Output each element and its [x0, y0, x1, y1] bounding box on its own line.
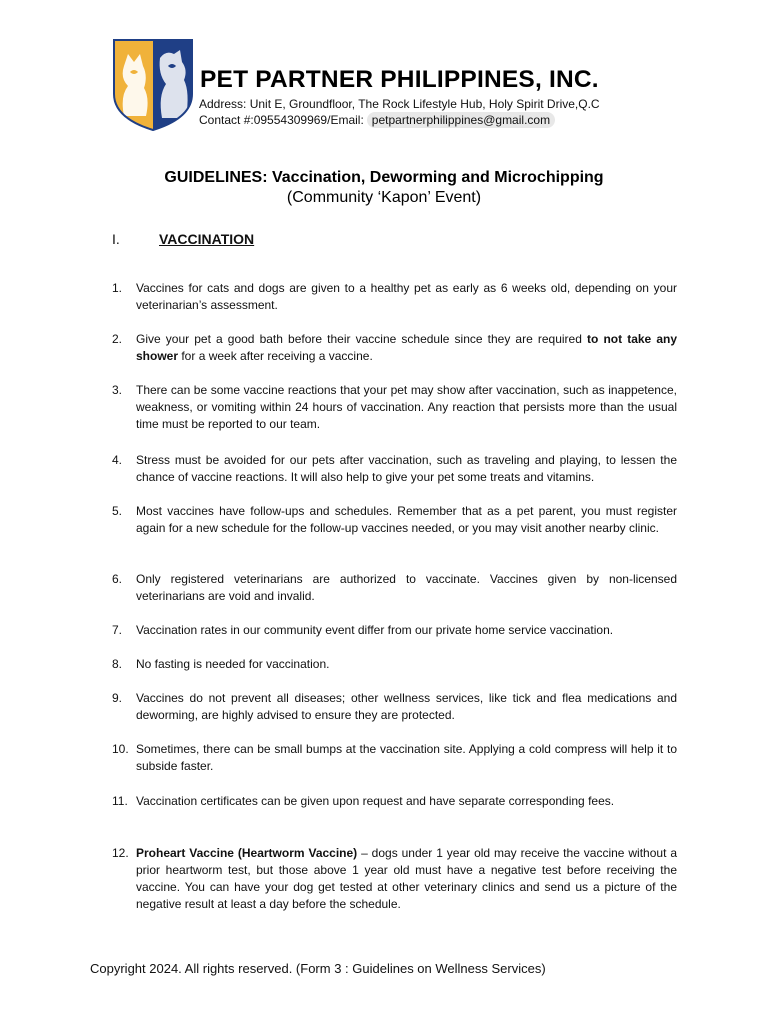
list-item: [112, 280, 677, 314]
list-text: Only registered veterinarians are authorized to vaccinate. Vaccines given by non-licensed veterinarians are void and invalid.: [136, 572, 677, 603]
list-item: [112, 622, 677, 639]
list-number: 7.: [112, 623, 123, 637]
contact-prefix: Contact #:09554309969/Email:: [199, 113, 364, 127]
copyright-footer: Copyright 2024. All rights reserved. (Form 3 : Guidelines on Wellness Services): [90, 961, 546, 976]
list-item: [112, 845, 677, 913]
list-number: 5.: [112, 504, 123, 518]
list-number: 1.: [112, 281, 123, 295]
email-chip[interactable]: petpartnerphilippines@gmail.com: [367, 112, 555, 128]
list-item: [112, 331, 677, 365]
list-number: 8.: [112, 657, 123, 671]
company-logo: [110, 36, 196, 132]
list-number: 4.: [112, 453, 123, 467]
pet-shield-icon: [110, 36, 196, 132]
list-text: There can be some vaccine reactions that your pet may show after vaccination, such as inappetence, weakness, or vomiting within 24 hours of vaccination. Any reaction that persists more than the usual time must be reported to our team.: [136, 383, 677, 431]
document-title: GUIDELINES: Vaccination, Deworming and Microchipping: [164, 169, 604, 186]
list-text: Vaccination rates in our community event differ from our private home service vaccination.: [136, 623, 614, 637]
document-subtitle: (Community ‘Kapon’ Event): [286, 189, 482, 206]
list-item: [112, 452, 677, 486]
list-item: [112, 793, 677, 810]
list-text: Most vaccines have follow-ups and schedules. Remember that as a pet parent, you must register again for a new schedule for the follow-up vaccines needed, or you may visit another nearby clinic.: [136, 504, 677, 535]
list-text: Vaccination certificates can be given upon request and have separate corresponding fees.: [136, 794, 615, 808]
list-text: Sometimes, there can be small bumps at the vaccination site. Applying a cold compress will help it to subside faster.: [136, 742, 677, 773]
list-number: 10.: [112, 742, 129, 756]
list-item: [112, 503, 677, 537]
list-text: No fasting is needed for vaccination.: [136, 657, 330, 671]
company-contact: [199, 113, 555, 127]
list-item: [112, 382, 677, 433]
list-text: Proheart Vaccine (Heartworm Vaccine) – dogs under 1 year old may receive the vaccine without a prior heartworm test, but those above 1 year old must have a negative test before receiving the vaccine. You can have your dog get tested at other veterinary clinics and send us a picture of the negative result at least a day before the schedule.: [136, 846, 677, 911]
section-number: I.: [112, 231, 120, 247]
list-number: 6.: [112, 572, 123, 586]
company-address: Address: Unit E, Groundfloor, The Rock Lifestyle Hub, Holy Spirit Drive,Q.C: [199, 97, 600, 111]
company-name: PET PARTNER PHILIPPINES, INC.: [200, 66, 599, 93]
list-text: Vaccines for cats and dogs are given to a healthy pet as early as 6 weeks old, depending on your veterinarian’s assessment.: [136, 281, 677, 312]
section-title: VACCINATION: [159, 231, 255, 247]
list-number: 3.: [112, 383, 123, 397]
list-number: 2.: [112, 332, 123, 346]
list-text: Give your pet a good bath before their vaccine schedule since they are required to not take any shower for a week after receiving a vaccine.: [136, 332, 677, 363]
list-number: 9.: [112, 691, 123, 705]
list-item: [112, 741, 677, 775]
list-item: [112, 690, 677, 724]
list-text: Vaccines do not prevent all diseases; other wellness services, like tick and flea medications and deworming, are highly advised to ensure they are protected.: [136, 691, 677, 722]
list-item: [112, 571, 677, 605]
list-item: [112, 656, 677, 673]
list-text: Stress must be avoided for our pets after vaccination, such as traveling and playing, to lessen the chance of vaccine reactions. It will also help to give your pet some treats and vitamins.: [136, 453, 677, 484]
list-number: 12.: [112, 846, 129, 860]
list-number: 11.: [112, 794, 128, 808]
